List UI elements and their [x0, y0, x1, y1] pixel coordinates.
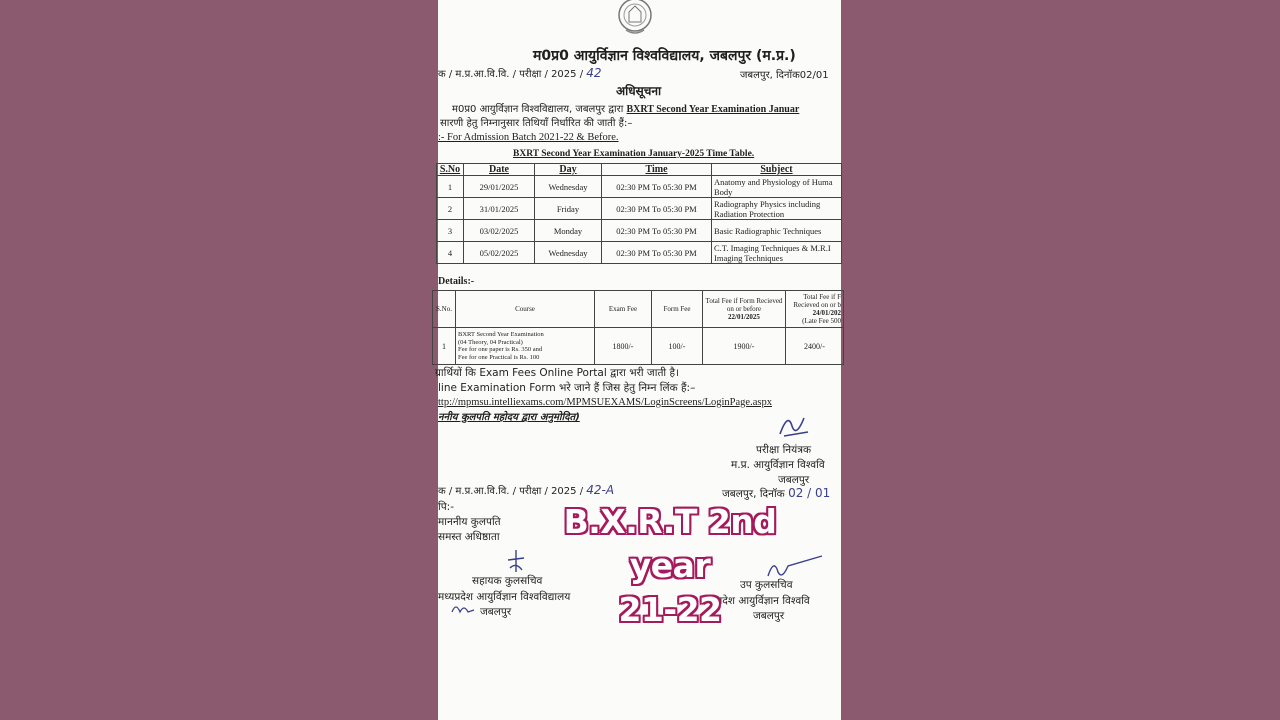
- second-reference-handwritten: 42-A: [586, 483, 615, 497]
- fee-header-row: [433, 291, 844, 328]
- fee-header-late-date: 24/01/202: [812, 309, 841, 317]
- table-row: [437, 220, 842, 242]
- portal-link[interactable]: ttp://mpmsu.intelliexams.com/MPMSUEXAMS/LoginScreens/LoginPage.aspx: [438, 397, 772, 408]
- video-caption-overlay: [520, 500, 820, 632]
- cell-date: 31/01/2025: [464, 198, 535, 220]
- header-day: Day: [535, 164, 602, 176]
- course-line: Fee for one paper is Rs. 350 and: [458, 346, 543, 353]
- fee-cell-sno: 1: [433, 328, 456, 365]
- copy-to-recipient-1: माननीय कुलपति: [438, 516, 501, 528]
- fee-header-total: [703, 291, 786, 328]
- cell-sno: 4: [437, 242, 464, 264]
- cell-time: 02:30 PM To 05:30 PM: [602, 220, 712, 242]
- signature3-title: उप कुलसचिव: [740, 579, 793, 591]
- second-place-date: [722, 486, 830, 501]
- university-emblem-icon: [616, 0, 654, 38]
- reference-number: [438, 66, 602, 80]
- fee-header-course: Course: [456, 291, 595, 328]
- batch-line: :- For Admission Batch 2021-22 & Before.: [438, 132, 619, 143]
- intro-line-2: सारणी हेतु निम्नानुसार तिथियाँ निर्धारित की जाती हैं:–: [440, 118, 633, 129]
- header-time: Time: [602, 164, 712, 176]
- note-line-2: line Examination Form भरे जाने हैं जिस हेतु निम्न लिंक हैं:–: [438, 382, 696, 394]
- cell-day: Monday: [535, 220, 602, 242]
- fee-header-sno: S.No.: [433, 291, 456, 328]
- signature2-city: जबलपुर: [480, 606, 512, 618]
- reference-number-text: क / म.प्र.आ.वि.वि. / परीक्षा / 2025 /: [438, 69, 584, 80]
- initials-mark-icon: [450, 600, 476, 616]
- cell-day: Wednesday: [535, 176, 602, 198]
- cell-time: 02:30 PM To 05:30 PM: [602, 176, 712, 198]
- approval-note: ननीय कुलपति महोदय द्वारा अनुमोदित): [438, 412, 580, 423]
- cell-subject: C.T. Imaging Techniques & M.R.I Imaging Techniques: [712, 242, 842, 264]
- signature2-title: सहायक कुलसचिव: [472, 575, 543, 587]
- signature2-org: मध्यप्रदेश आयुर्विज्ञान विश्वविद्यालय: [438, 591, 571, 603]
- fee-cell-late-total: 2400/-: [786, 328, 844, 365]
- course-line: Fee for one Practical is Rs. 100: [458, 353, 540, 361]
- cell-day: Friday: [535, 198, 602, 220]
- note-line-1: ग्रार्थियों कि Exam Fees Online Portal द्वारा भरी जाती है।: [435, 367, 680, 379]
- table-row: [437, 242, 842, 264]
- signature-mark-icon: [774, 408, 814, 440]
- fee-header-exam-fee: Exam Fee: [595, 291, 652, 328]
- second-reference-number: [438, 483, 614, 497]
- timetable-header-row: [437, 164, 842, 176]
- course-line: (04 Theory, 04 Practical): [458, 338, 523, 346]
- header-sno: S.No: [437, 164, 464, 176]
- university-name: म0प्र0 आयुर्विज्ञान विश्वविद्यालय, जबलपुर (म.प्र.): [533, 48, 796, 64]
- cell-date: 29/01/2025: [464, 176, 535, 198]
- fee-table: [432, 290, 844, 365]
- signature1-title: परीक्षा नियंत्रक: [756, 444, 812, 456]
- fee-header-late-label: Total Fee if F Recieved on or b: [793, 293, 841, 309]
- fee-header-total-date: 22/01/2025: [728, 313, 760, 321]
- timetable-title: BXRT Second Year Examination January-2025 Time Table.: [513, 149, 755, 159]
- fee-cell-exam-fee: 1800/-: [595, 328, 652, 365]
- caption-line-2: 21-22: [618, 590, 722, 629]
- fee-section-title: Details:-: [438, 276, 475, 287]
- signature1-org: म.प्र. आयुर्विज्ञान विश्ववि: [731, 459, 825, 471]
- intro-line-1-exam: BXRT Second Year Examination Januar: [626, 104, 800, 115]
- course-line: BXRT Second Year Examination: [458, 331, 544, 338]
- header-date: Date: [464, 164, 535, 176]
- header-subject: Subject: [712, 164, 842, 176]
- copy-to-label: पि:-: [438, 501, 455, 513]
- signature3-city: जबलपुर: [753, 610, 785, 622]
- cell-day: Wednesday: [535, 242, 602, 264]
- caption-line-1: B.X.R.T 2nd year: [563, 502, 777, 585]
- fee-cell-total: 1900/-: [703, 328, 786, 365]
- cell-sno: 2: [437, 198, 464, 220]
- second-reference-text: क / म.प्र.आ.वि.वि. / परीक्षा / 2025 /: [438, 486, 584, 497]
- cell-subject: Basic Radiographic Techniques: [712, 220, 842, 242]
- signature3-org: मध्यप्रदेश आयुर्विज्ञान विश्ववि: [700, 595, 810, 607]
- fee-cell-course: [456, 328, 595, 365]
- second-place-date-handwritten: 02 / 01: [788, 486, 831, 500]
- cell-date: 03/02/2025: [464, 220, 535, 242]
- cell-subject: Radiography Physics including Radiation Protection: [712, 198, 842, 220]
- second-place-date-text: जबलपुर, दिनॉक: [722, 488, 785, 500]
- timetable: [436, 163, 842, 264]
- table-row: [437, 198, 842, 220]
- place-date: जबलपुर, दिनॉक02/01: [740, 70, 829, 81]
- copy-to-recipient-2: समस्त अधिष्ठाता: [438, 531, 500, 543]
- notice-title: अधिसूचना: [616, 84, 662, 98]
- cell-sno: 1: [437, 176, 464, 198]
- intro-line-1: [452, 101, 799, 115]
- table-row: [437, 176, 842, 198]
- fee-header-form-fee: Form Fee: [652, 291, 703, 328]
- cell-date: 05/02/2025: [464, 242, 535, 264]
- table-row: [433, 328, 844, 365]
- cell-time: 02:30 PM To 05:30 PM: [602, 242, 712, 264]
- cell-sno: 3: [437, 220, 464, 242]
- fee-header-late-note: (Late Fee 500: [802, 317, 841, 325]
- fee-cell-form-fee: 100/-: [652, 328, 703, 365]
- fee-header-total-label: Total Fee if Form Recieved on or before: [705, 297, 783, 313]
- cell-time: 02:30 PM To 05:30 PM: [602, 198, 712, 220]
- intro-line-1-hindi: म0प्र0 आयुर्विज्ञान विश्वविद्यालय, जबलपुर द्वारा: [452, 104, 624, 115]
- signature1-city: जबलपुर: [778, 474, 810, 486]
- cell-subject: Anatomy and Physiology of Huma Body: [712, 176, 842, 198]
- reference-number-handwritten: 42: [586, 66, 602, 80]
- fee-header-late: [786, 291, 844, 328]
